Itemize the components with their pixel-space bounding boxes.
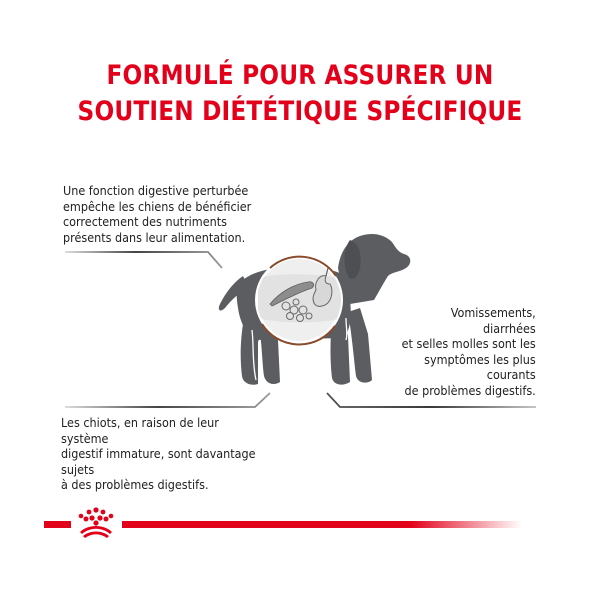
callout-line: de problèmes digestifs. <box>404 383 536 398</box>
title-line-2: SOUTIEN DIÉTÉTIQUE SPÉCIFIQUE <box>77 96 523 127</box>
title-line-1: FORMULÉ POUR ASSURER UN <box>106 60 494 91</box>
callout-line: Les chiots, en raison de leur <box>61 416 219 430</box>
callout-line: sujets <box>61 462 95 477</box>
callout-line-bottom-left <box>65 393 270 407</box>
digestive-system-icon <box>255 256 343 344</box>
callout-line: symptômes les plus <box>424 352 536 367</box>
callout-line: empêche les chiens de bénéficier <box>63 199 252 214</box>
callout-line: et selles molles sont les <box>401 337 536 352</box>
callout-line: correctement des nutriments <box>63 215 227 230</box>
callout-line-top-left <box>65 252 222 268</box>
callout-line: Vomissements, <box>450 306 536 320</box>
callout-puppies <box>61 416 255 494</box>
footer-brand-band <box>44 521 522 528</box>
callout-line: digestif immature, sont davantage <box>61 447 256 462</box>
callout-line: Une fonction digestive perturbée <box>63 184 249 198</box>
callout-line: système <box>61 431 109 446</box>
callout-line: présents dans leur alimentation. <box>63 230 246 245</box>
callout-line: diarrhées <box>483 321 536 336</box>
callout-digestive-function <box>63 184 251 246</box>
callout-line: courants <box>487 368 536 383</box>
callout-symptoms <box>402 306 536 400</box>
callout-line: à des problèmes digestifs. <box>61 478 209 493</box>
royal-canin-crown-icon <box>79 507 114 538</box>
